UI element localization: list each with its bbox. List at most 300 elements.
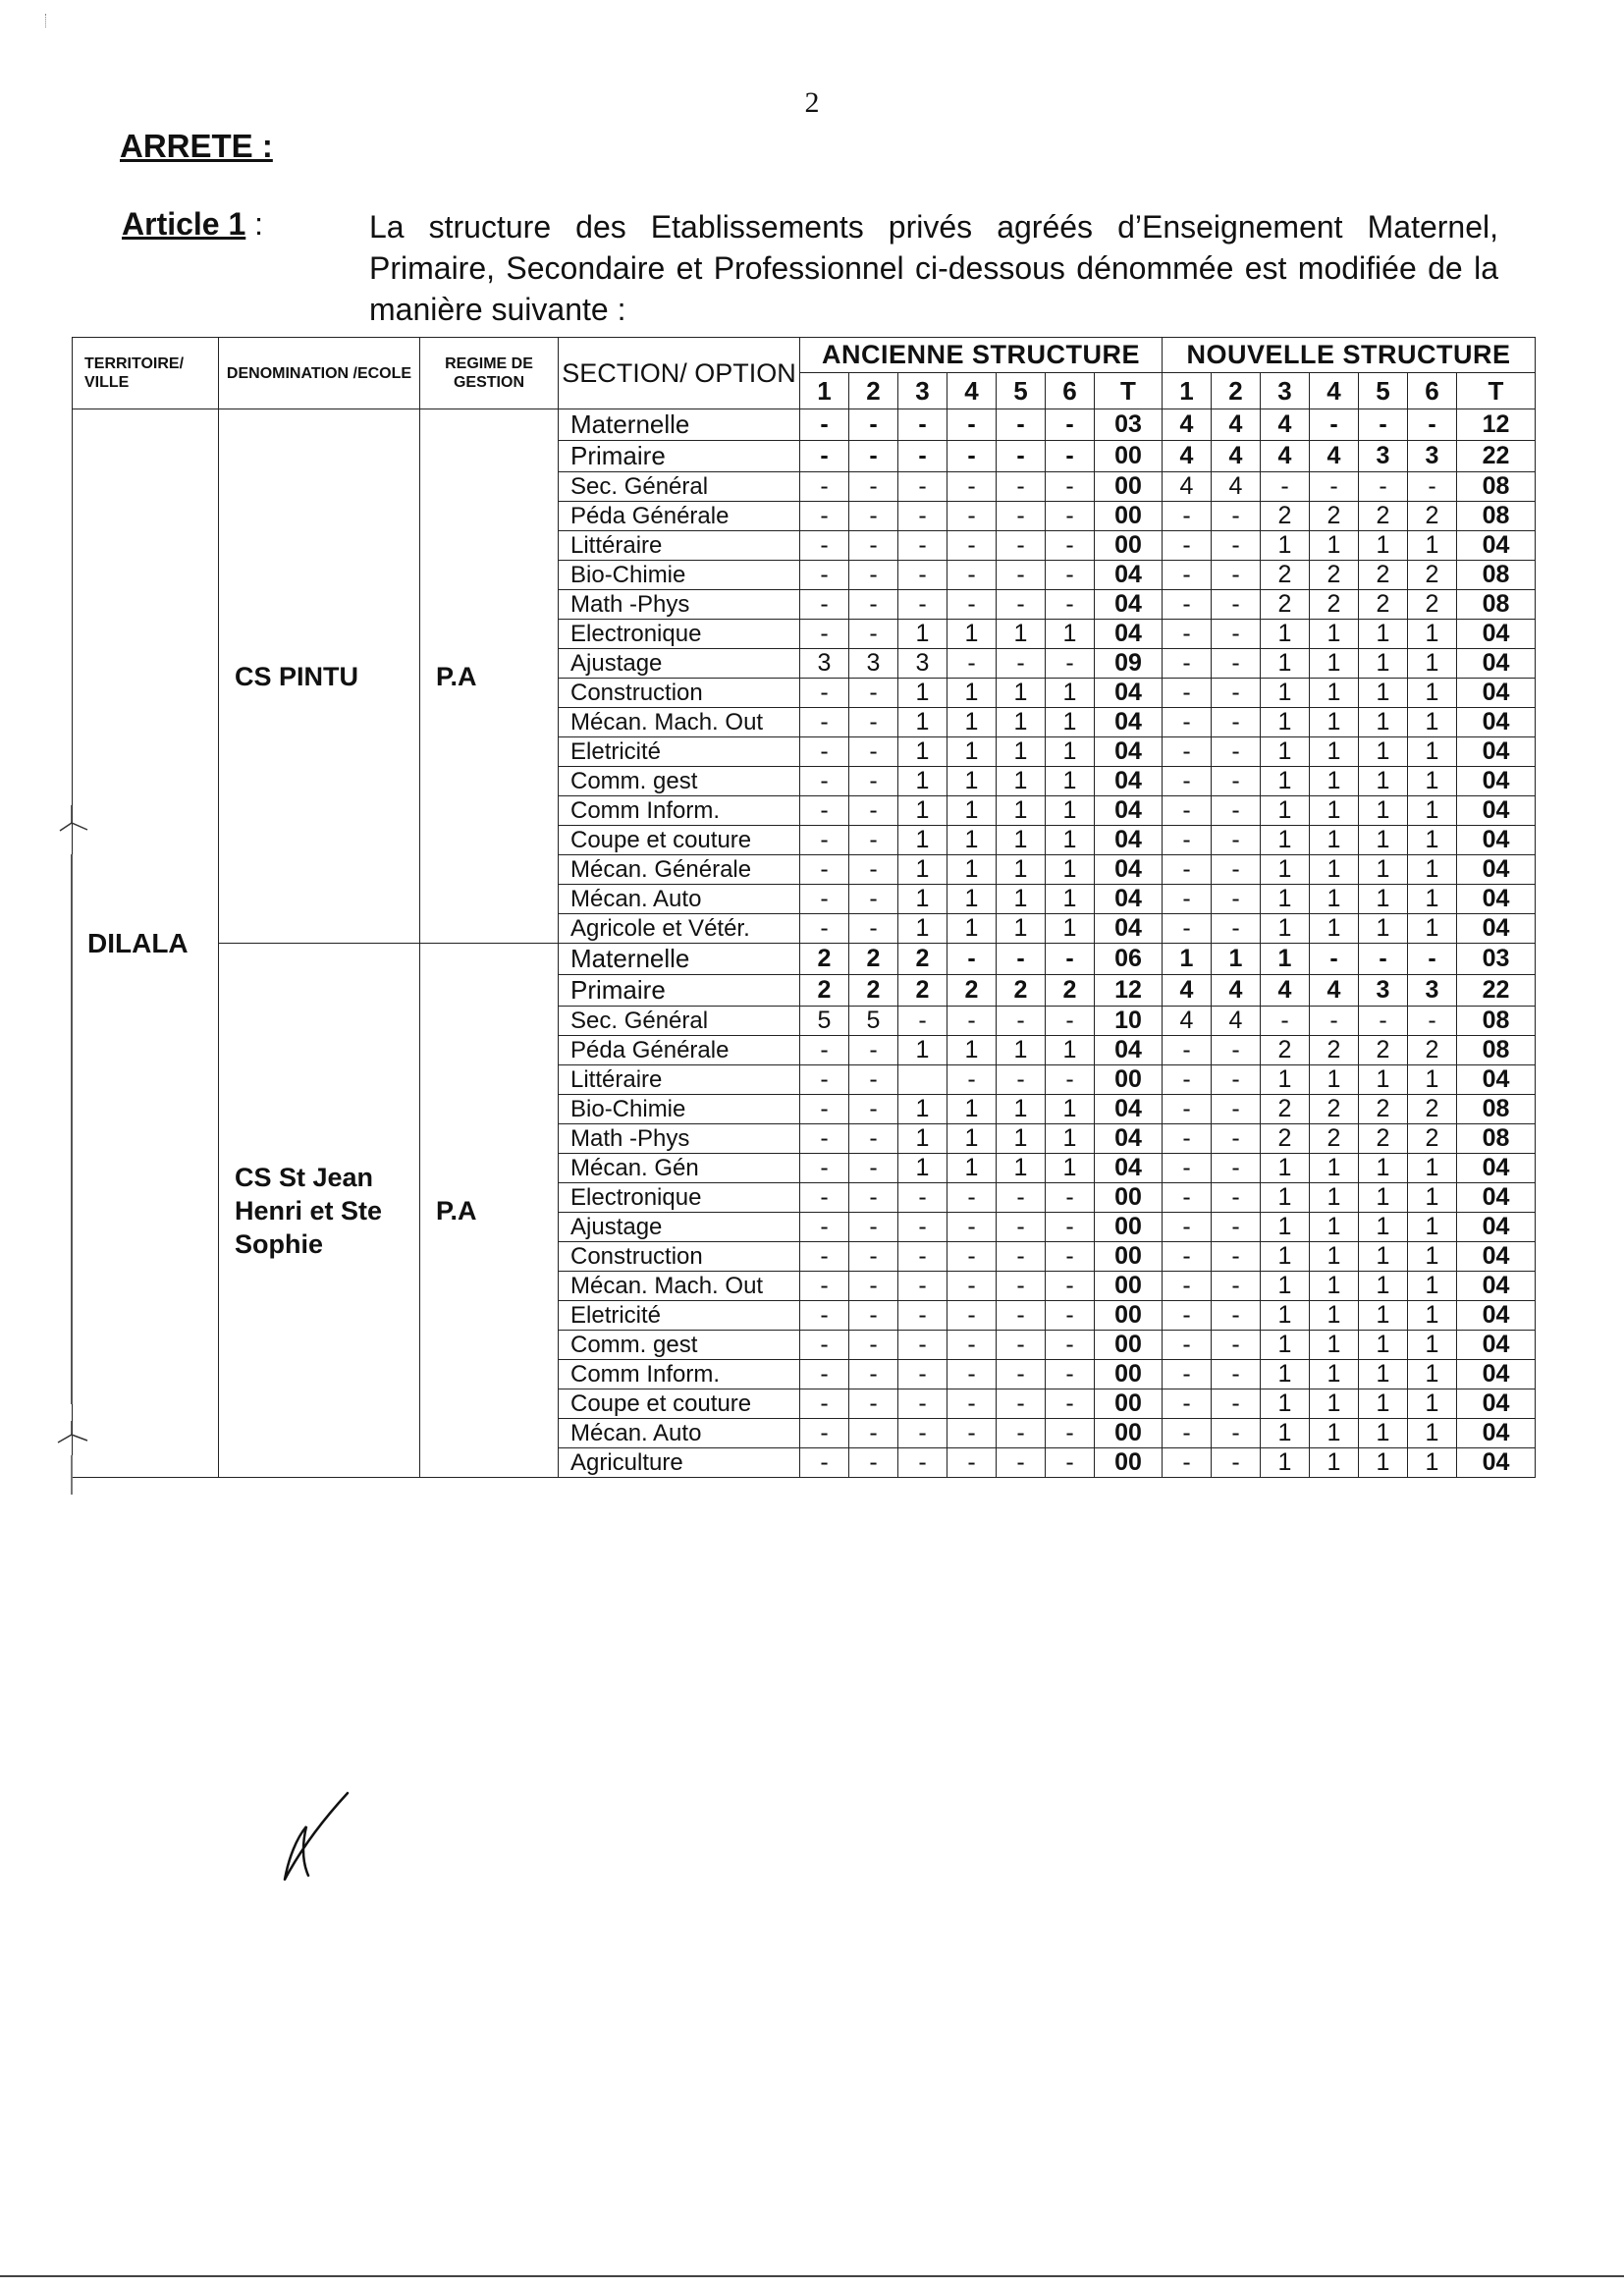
nouvelle-value-cell: -: [1212, 914, 1261, 944]
nouvelle-value-cell: -: [1212, 1065, 1261, 1095]
nouvelle-value-cell: 1: [1408, 796, 1457, 826]
ancienne-value-cell: -: [849, 679, 898, 708]
ancienne-value-cell: 2: [849, 975, 898, 1007]
nouvelle-value-cell: -: [1212, 1183, 1261, 1213]
ancienne-value-cell: -: [800, 1331, 849, 1360]
nouvelle-value-cell: 1: [1408, 1419, 1457, 1448]
nouvelle-total-cell: 04: [1457, 1183, 1536, 1213]
ancienne-value-cell: -: [947, 1213, 997, 1242]
nouvelle-value-cell: 3: [1359, 975, 1408, 1007]
nouvelle-value-cell: 3: [1408, 441, 1457, 472]
ancienne-value-cell: -: [898, 1419, 947, 1448]
nouvelle-total-cell: 04: [1457, 1389, 1536, 1419]
nouvelle-value-cell: -: [1163, 767, 1212, 796]
nouvelle-value-cell: 1: [1408, 1242, 1457, 1272]
nouvelle-value-cell: 2: [1261, 502, 1310, 531]
ancienne-total-cell: 04: [1095, 1095, 1163, 1124]
nouvelle-value-cell: 1: [1310, 1389, 1359, 1419]
header-row-top: [73, 338, 1536, 373]
nouvelle-year-header: 6: [1408, 373, 1457, 409]
nouvelle-value-cell: -: [1408, 1007, 1457, 1036]
corner-dots: [45, 14, 49, 27]
ancienne-value-cell: -: [947, 1389, 997, 1419]
nouvelle-value-cell: -: [1408, 409, 1457, 441]
ancienne-value-cell: 2: [997, 975, 1046, 1007]
header-nouvelle: NOUVELLE STRUCTURE: [1163, 338, 1536, 373]
ancienne-value-cell: -: [947, 1360, 997, 1389]
ancienne-value-cell: -: [849, 767, 898, 796]
nouvelle-total-cell: 08: [1457, 472, 1536, 502]
ancienne-total-cell: 04: [1095, 561, 1163, 590]
nouvelle-value-cell: -: [1163, 1124, 1212, 1154]
ancienne-value-cell: -: [997, 502, 1046, 531]
ancienne-value-cell: 1: [1046, 1036, 1095, 1065]
ancienne-value-cell: -: [997, 561, 1046, 590]
ancienne-value-cell: -: [997, 441, 1046, 472]
ancienne-value-cell: -: [849, 885, 898, 914]
nouvelle-value-cell: 2: [1359, 1036, 1408, 1065]
nouvelle-value-cell: 1: [1310, 1331, 1359, 1360]
section-cell: Primaire: [559, 975, 800, 1007]
section-cell: Coupe et couture: [559, 826, 800, 855]
nouvelle-value-cell: 1: [1310, 796, 1359, 826]
section-cell: Mécan. Auto: [559, 885, 800, 914]
ancienne-total-cell: 00: [1095, 531, 1163, 561]
nouvelle-value-cell: 2: [1408, 1036, 1457, 1065]
territoire-cell: DILALA: [73, 409, 219, 1478]
ancienne-value-cell: 1: [947, 826, 997, 855]
ancienne-total-cell: 04: [1095, 1036, 1163, 1065]
article-label: [122, 206, 263, 243]
ancienne-value-cell: -: [898, 1272, 947, 1301]
nouvelle-value-cell: -: [1212, 1301, 1261, 1331]
ancienne-value-cell: -: [800, 472, 849, 502]
nouvelle-value-cell: -: [1163, 1272, 1212, 1301]
nouvelle-value-cell: 1: [1408, 1154, 1457, 1183]
ancienne-value-cell: -: [947, 1419, 997, 1448]
nouvelle-value-cell: -: [1212, 649, 1261, 679]
ancienne-value-cell: 1: [997, 885, 1046, 914]
nouvelle-total-cell: 04: [1457, 1272, 1536, 1301]
nouvelle-value-cell: -: [1163, 855, 1212, 885]
ancienne-value-cell: -: [898, 1242, 947, 1272]
nouvelle-value-cell: 1: [1359, 1389, 1408, 1419]
nouvelle-value-cell: 1: [1261, 737, 1310, 767]
ancienne-total-cell: 12: [1095, 975, 1163, 1007]
ancienne-total-cell: 04: [1095, 737, 1163, 767]
ancienne-value-cell: 1: [997, 1036, 1046, 1065]
nouvelle-value-cell: 4: [1261, 409, 1310, 441]
nouvelle-value-cell: -: [1163, 1065, 1212, 1095]
nouvelle-value-cell: -: [1359, 944, 1408, 975]
ancienne-value-cell: 3: [849, 649, 898, 679]
ancienne-value-cell: -: [849, 1036, 898, 1065]
nouvelle-total-cell: 04: [1457, 1360, 1536, 1389]
ancienne-value-cell: -: [1046, 1360, 1095, 1389]
ancienne-total-cell: 00: [1095, 1448, 1163, 1478]
ancienne-value-cell: -: [947, 1301, 997, 1331]
ancienne-value-cell: -: [947, 472, 997, 502]
ancienne-value-cell: 2: [898, 975, 947, 1007]
nouvelle-value-cell: 1: [1261, 679, 1310, 708]
nouvelle-value-cell: -: [1212, 1389, 1261, 1419]
ancienne-value-cell: -: [997, 409, 1046, 441]
ancienne-value-cell: -: [898, 561, 947, 590]
ancienne-value-cell: -: [849, 1360, 898, 1389]
nouvelle-value-cell: 1: [1408, 708, 1457, 737]
ancienne-value-cell: 1: [947, 767, 997, 796]
nouvelle-value-cell: 4: [1163, 441, 1212, 472]
ancienne-value-cell: -: [849, 1124, 898, 1154]
nouvelle-value-cell: -: [1163, 1242, 1212, 1272]
nouvelle-value-cell: 4: [1261, 441, 1310, 472]
nouvelle-value-cell: 2: [1261, 590, 1310, 620]
ancienne-value-cell: -: [997, 1301, 1046, 1331]
ancienne-value-cell: 1: [997, 767, 1046, 796]
nouvelle-value-cell: -: [1163, 1448, 1212, 1478]
ancienne-value-cell: 1: [1046, 620, 1095, 649]
nouvelle-value-cell: 1: [1261, 914, 1310, 944]
nouvelle-value-cell: 1: [1261, 1419, 1310, 1448]
nouvelle-total-cell: 04: [1457, 796, 1536, 826]
nouvelle-value-cell: 4: [1163, 409, 1212, 441]
nouvelle-value-cell: 4: [1212, 472, 1261, 502]
nouvelle-value-cell: 1: [1408, 1183, 1457, 1213]
nouvelle-value-cell: 1: [1261, 796, 1310, 826]
ancienne-total-cell: 00: [1095, 1183, 1163, 1213]
ancienne-value-cell: 1: [1046, 826, 1095, 855]
nouvelle-value-cell: -: [1163, 1419, 1212, 1448]
nouvelle-value-cell: 2: [1310, 1095, 1359, 1124]
nouvelle-total-cell: 08: [1457, 1095, 1536, 1124]
nouvelle-year-header: 5: [1359, 373, 1408, 409]
ancienne-value-cell: 1: [947, 914, 997, 944]
nouvelle-value-cell: -: [1163, 796, 1212, 826]
ancienne-value-cell: -: [849, 1183, 898, 1213]
nouvelle-value-cell: 1: [1408, 1065, 1457, 1095]
ancienne-value-cell: -: [800, 1183, 849, 1213]
section-cell: Bio-Chimie: [559, 1095, 800, 1124]
ancienne-value-cell: -: [898, 441, 947, 472]
nouvelle-value-cell: 2: [1261, 1095, 1310, 1124]
ancienne-value-cell: 1: [898, 1095, 947, 1124]
nouvelle-value-cell: 1: [1261, 944, 1310, 975]
nouvelle-value-cell: 4: [1212, 975, 1261, 1007]
ancienne-value-cell: -: [947, 1242, 997, 1272]
nouvelle-total-cell: 04: [1457, 885, 1536, 914]
nouvelle-value-cell: -: [1163, 531, 1212, 561]
article-text: La structure des Etablissements privés agréés d’Enseignement Maternel, Primaire, Secondaire et Professionnel ci-dessous dénommée est modifiée de la manière suivante :: [369, 209, 1498, 327]
ancienne-value-cell: -: [849, 914, 898, 944]
nouvelle-value-cell: 1: [1310, 737, 1359, 767]
nouvelle-value-cell: 4: [1163, 975, 1212, 1007]
ancienne-value-cell: 5: [849, 1007, 898, 1036]
ancienne-year-header: 2: [849, 373, 898, 409]
nouvelle-value-cell: 1: [1359, 531, 1408, 561]
nouvelle-value-cell: 2: [1310, 502, 1359, 531]
ancienne-value-cell: -: [997, 1360, 1046, 1389]
ancienne-total-cell: 04: [1095, 796, 1163, 826]
ancienne-total-cell: 04: [1095, 1124, 1163, 1154]
nouvelle-value-cell: 2: [1310, 590, 1359, 620]
nouvelle-year-header: T: [1457, 373, 1536, 409]
ancienne-value-cell: 1: [898, 708, 947, 737]
nouvelle-total-cell: 04: [1457, 1331, 1536, 1360]
ancienne-total-cell: 00: [1095, 502, 1163, 531]
nouvelle-value-cell: -: [1163, 620, 1212, 649]
ancienne-value-cell: -: [1046, 472, 1095, 502]
nouvelle-total-cell: 12: [1457, 409, 1536, 441]
nouvelle-value-cell: 1: [1408, 1331, 1457, 1360]
section-cell: Sec. Général: [559, 1007, 800, 1036]
ancienne-value-cell: -: [1046, 531, 1095, 561]
regime-cell: P.A: [420, 944, 559, 1478]
ancienne-value-cell: 1: [1046, 679, 1095, 708]
ancienne-value-cell: -: [800, 1036, 849, 1065]
nouvelle-value-cell: -: [1261, 472, 1310, 502]
ancienne-value-cell: -: [1046, 1301, 1095, 1331]
section-cell: Mécan. Auto: [559, 1419, 800, 1448]
nouvelle-value-cell: 1: [1261, 1213, 1310, 1242]
section-cell: Péda Générale: [559, 1036, 800, 1065]
ancienne-value-cell: -: [997, 1007, 1046, 1036]
nouvelle-value-cell: 1: [1408, 531, 1457, 561]
regime-cell: P.A: [420, 409, 559, 944]
section-cell: Ajustage: [559, 1213, 800, 1242]
nouvelle-year-header: 3: [1261, 373, 1310, 409]
ancienne-total-cell: 04: [1095, 914, 1163, 944]
nouvelle-total-cell: 04: [1457, 1419, 1536, 1448]
nouvelle-value-cell: -: [1212, 796, 1261, 826]
nouvelle-value-cell: 1: [1310, 914, 1359, 944]
ancienne-value-cell: -: [1046, 1419, 1095, 1448]
section-cell: Construction: [559, 1242, 800, 1272]
nouvelle-value-cell: 1: [1261, 620, 1310, 649]
ancienne-value-cell: -: [800, 1154, 849, 1183]
nouvelle-value-cell: -: [1163, 649, 1212, 679]
ancienne-value-cell: -: [898, 472, 947, 502]
ancienne-value-cell: -: [898, 1389, 947, 1419]
ancienne-value-cell: -: [849, 1272, 898, 1301]
nouvelle-value-cell: 4: [1212, 441, 1261, 472]
ancienne-value-cell: 3: [898, 649, 947, 679]
section-cell: Maternelle: [559, 409, 800, 441]
ancienne-year-header: 5: [997, 373, 1046, 409]
nouvelle-value-cell: -: [1163, 1036, 1212, 1065]
ancienne-value-cell: 1: [997, 796, 1046, 826]
ancienne-total-cell: 04: [1095, 767, 1163, 796]
ancienne-total-cell: 00: [1095, 1301, 1163, 1331]
ancienne-value-cell: -: [947, 441, 997, 472]
ancienne-value-cell: -: [947, 1183, 997, 1213]
school-name-cell: CS St Jean Henri et Ste Sophie: [219, 944, 420, 1478]
nouvelle-total-cell: 04: [1457, 620, 1536, 649]
nouvelle-value-cell: 2: [1359, 1095, 1408, 1124]
ancienne-value-cell: -: [800, 502, 849, 531]
ancienne-value-cell: -: [849, 502, 898, 531]
ancienne-value-cell: 1: [898, 1036, 947, 1065]
nouvelle-total-cell: 04: [1457, 531, 1536, 561]
ancienne-value-cell: -: [849, 1242, 898, 1272]
page-number: 2: [804, 86, 820, 119]
ancienne-value-cell: -: [898, 1331, 947, 1360]
ancienne-value-cell: -: [997, 1183, 1046, 1213]
ancienne-value-cell: -: [997, 472, 1046, 502]
nouvelle-value-cell: 2: [1310, 1124, 1359, 1154]
nouvelle-value-cell: -: [1163, 502, 1212, 531]
nouvelle-total-cell: 04: [1457, 649, 1536, 679]
ancienne-value-cell: 2: [800, 975, 849, 1007]
nouvelle-total-cell: 04: [1457, 1213, 1536, 1242]
nouvelle-total-cell: 04: [1457, 1301, 1536, 1331]
ancienne-total-cell: 03: [1095, 409, 1163, 441]
ancienne-year-header: T: [1095, 373, 1163, 409]
ancienne-value-cell: -: [1046, 1183, 1095, 1213]
nouvelle-value-cell: 1: [1359, 796, 1408, 826]
nouvelle-value-cell: 1: [1261, 1065, 1310, 1095]
ancienne-value-cell: -: [898, 1007, 947, 1036]
ancienne-value-cell: -: [849, 796, 898, 826]
ancienne-total-cell: 00: [1095, 1389, 1163, 1419]
nouvelle-value-cell: 2: [1408, 502, 1457, 531]
nouvelle-value-cell: 1: [1310, 1213, 1359, 1242]
ancienne-value-cell: -: [997, 590, 1046, 620]
nouvelle-value-cell: 4: [1261, 975, 1310, 1007]
nouvelle-value-cell: 1: [1408, 767, 1457, 796]
nouvelle-total-cell: 04: [1457, 737, 1536, 767]
ancienne-value-cell: 2: [849, 944, 898, 975]
ancienne-value-cell: 1: [947, 1154, 997, 1183]
nouvelle-total-cell: 04: [1457, 1448, 1536, 1478]
ancienne-value-cell: 1: [947, 1036, 997, 1065]
nouvelle-value-cell: -: [1163, 885, 1212, 914]
nouvelle-value-cell: 1: [1310, 826, 1359, 855]
ancienne-value-cell: -: [1046, 1389, 1095, 1419]
ancienne-value-cell: -: [947, 1272, 997, 1301]
ancienne-value-cell: 1: [947, 737, 997, 767]
ancienne-total-cell: 00: [1095, 1213, 1163, 1242]
ancienne-value-cell: 1: [898, 826, 947, 855]
ancienne-value-cell: 1: [1046, 1124, 1095, 1154]
ancienne-value-cell: -: [800, 1448, 849, 1478]
nouvelle-value-cell: 1: [1408, 649, 1457, 679]
ancienne-value-cell: -: [800, 1360, 849, 1389]
ancienne-total-cell: 00: [1095, 1272, 1163, 1301]
ancienne-value-cell: -: [849, 1331, 898, 1360]
nouvelle-value-cell: -: [1408, 944, 1457, 975]
ancienne-value-cell: -: [997, 1389, 1046, 1419]
nouvelle-value-cell: 1: [1359, 1272, 1408, 1301]
nouvelle-value-cell: 1: [1261, 1360, 1310, 1389]
ancienne-value-cell: 2: [800, 944, 849, 975]
nouvelle-value-cell: -: [1163, 826, 1212, 855]
nouvelle-value-cell: -: [1212, 855, 1261, 885]
ancienne-value-cell: -: [898, 1448, 947, 1478]
ancienne-value-cell: -: [849, 826, 898, 855]
margin-mark-top: [54, 803, 93, 843]
nouvelle-value-cell: 1: [1408, 679, 1457, 708]
ancienne-value-cell: -: [1046, 1065, 1095, 1095]
ancienne-value-cell: 1: [997, 620, 1046, 649]
ancienne-value-cell: -: [849, 708, 898, 737]
nouvelle-value-cell: 1: [1408, 1272, 1457, 1301]
nouvelle-value-cell: 2: [1408, 1095, 1457, 1124]
nouvelle-year-header: 2: [1212, 373, 1261, 409]
section-cell: Péda Générale: [559, 502, 800, 531]
ancienne-total-cell: 04: [1095, 826, 1163, 855]
nouvelle-value-cell: -: [1212, 679, 1261, 708]
nouvelle-total-cell: 04: [1457, 679, 1536, 708]
ancienne-value-cell: 1: [947, 1095, 997, 1124]
ancienne-value-cell: -: [1046, 1272, 1095, 1301]
ancienne-value-cell: 1: [947, 855, 997, 885]
nouvelle-value-cell: 1: [1261, 1154, 1310, 1183]
ancienne-value-cell: -: [849, 472, 898, 502]
nouvelle-value-cell: -: [1163, 561, 1212, 590]
ancienne-value-cell: -: [800, 590, 849, 620]
structure-table: [72, 337, 1536, 1478]
ancienne-value-cell: -: [947, 1448, 997, 1478]
nouvelle-value-cell: 1: [1359, 737, 1408, 767]
ancienne-total-cell: 09: [1095, 649, 1163, 679]
nouvelle-value-cell: -: [1212, 1331, 1261, 1360]
nouvelle-value-cell: 1: [1261, 1301, 1310, 1331]
ancienne-value-cell: 1: [898, 767, 947, 796]
ancienne-value-cell: -: [1046, 1242, 1095, 1272]
ancienne-value-cell: 1: [997, 1095, 1046, 1124]
nouvelle-value-cell: -: [1212, 737, 1261, 767]
nouvelle-total-cell: 08: [1457, 1124, 1536, 1154]
section-cell: Construction: [559, 679, 800, 708]
ancienne-value-cell: -: [947, 944, 997, 975]
nouvelle-value-cell: 2: [1359, 502, 1408, 531]
nouvelle-value-cell: 1: [1310, 1065, 1359, 1095]
ancienne-value-cell: [898, 1065, 947, 1095]
ancienne-value-cell: 1: [997, 826, 1046, 855]
nouvelle-total-cell: 04: [1457, 1154, 1536, 1183]
nouvelle-value-cell: 1: [1408, 1213, 1457, 1242]
ancienne-total-cell: 04: [1095, 885, 1163, 914]
ancienne-value-cell: 1: [1046, 796, 1095, 826]
nouvelle-value-cell: 1: [1310, 1272, 1359, 1301]
ancienne-value-cell: 1: [947, 620, 997, 649]
nouvelle-value-cell: 1: [1408, 1301, 1457, 1331]
section-cell: Mécan. Gén: [559, 1154, 800, 1183]
structure-table-body: [73, 338, 1536, 1478]
ancienne-value-cell: 1: [898, 914, 947, 944]
ancienne-value-cell: -: [800, 679, 849, 708]
ancienne-value-cell: 1: [997, 914, 1046, 944]
article-number: Article 1: [122, 206, 246, 242]
ancienne-value-cell: -: [800, 1389, 849, 1419]
nouvelle-value-cell: 1: [1261, 531, 1310, 561]
nouvelle-value-cell: 1: [1310, 1419, 1359, 1448]
section-cell: Ajustage: [559, 649, 800, 679]
ancienne-year-header: 6: [1046, 373, 1095, 409]
nouvelle-value-cell: 1: [1408, 855, 1457, 885]
nouvelle-value-cell: 1: [1408, 1360, 1457, 1389]
ancienne-value-cell: 1: [1046, 1095, 1095, 1124]
nouvelle-value-cell: -: [1212, 1419, 1261, 1448]
ancienne-value-cell: -: [997, 649, 1046, 679]
bottom-border-line: [0, 2275, 1624, 2277]
section-cell: Agricole et Vétér.: [559, 914, 800, 944]
nouvelle-value-cell: -: [1212, 1272, 1261, 1301]
section-cell: Comm Inform.: [559, 1360, 800, 1389]
nouvelle-value-cell: 1: [1359, 1360, 1408, 1389]
ancienne-value-cell: -: [800, 737, 849, 767]
ancienne-value-cell: 5: [800, 1007, 849, 1036]
